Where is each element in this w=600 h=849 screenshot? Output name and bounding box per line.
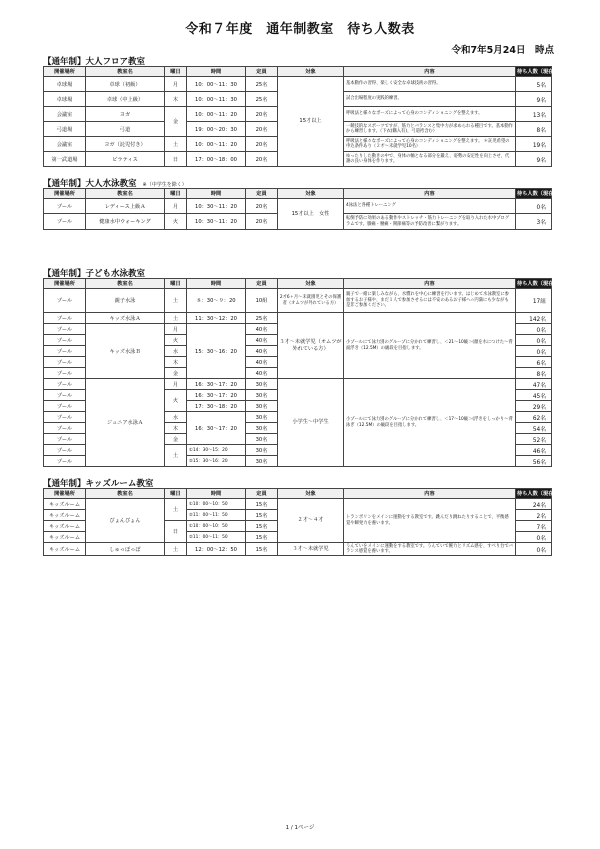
capacity-cell: 40名	[246, 357, 278, 368]
content-cell: ゆったりした動きの中で、身体の軸となる部分を鍛え、姿勢の安定性を向上させ、代謝の良い身体を作ります。	[344, 152, 516, 167]
venue-cell: プール	[44, 335, 86, 346]
day-cell: 水	[165, 412, 187, 423]
day-cell: 月	[165, 199, 187, 214]
venue-cell: キッズルーム	[44, 532, 86, 543]
header-capacity: 定員	[246, 189, 278, 199]
capacity-cell: 20名	[246, 107, 278, 122]
waitlist-cell: 3名	[516, 214, 552, 230]
content-cell: 小プールにて泳力別のグループに分かれて練習し、＜21～10級＞(顔を水につけた～背面浮き（12.5M）の級段を目指します。	[344, 313, 516, 379]
venue-cell: 会議室	[44, 107, 86, 122]
day-cell: 土	[165, 313, 187, 324]
time-cell: ②11：00～11：50	[187, 532, 246, 543]
content-cell: 基本動作の習得、楽しく安全な卓球技術の習得。	[344, 77, 516, 92]
header-class: 教室名	[86, 67, 165, 77]
header-capacity: 定員	[246, 489, 278, 499]
day-cell: 土	[165, 499, 187, 521]
class-cell: 健康水中ウォーキング	[86, 214, 165, 230]
time-cell: 16：30～17：20	[187, 379, 246, 390]
capacity-cell: 40名	[246, 368, 278, 379]
header-class: 教室名	[86, 189, 165, 199]
waitlist-cell: 13名	[516, 107, 552, 122]
waitlist-cell: 19名	[516, 137, 552, 152]
venue-cell: キッズルーム	[44, 510, 86, 521]
class-cell: キッズ水泳Ａ	[86, 313, 165, 324]
table-row	[44, 499, 552, 510]
header-time: 時間	[187, 489, 246, 499]
header-target: 対象	[278, 489, 344, 499]
capacity-cell: 15名	[246, 532, 278, 543]
header-time: 時間	[187, 279, 246, 289]
waitlist-cell: 47名	[516, 379, 552, 390]
venue-cell: キッズルーム	[44, 543, 86, 556]
day-cell: 日	[165, 521, 187, 543]
day-cell: 金	[165, 368, 187, 379]
header-venue: 開催場所	[44, 489, 86, 499]
venue-cell: プール	[44, 390, 86, 401]
day-cell: 月	[165, 324, 187, 335]
header-content: 内容	[344, 67, 516, 77]
waitlist-cell: 5名	[516, 77, 552, 92]
target-cell: ２才～４才	[278, 499, 344, 543]
day-cell: 土	[165, 289, 187, 313]
table-row	[44, 77, 552, 92]
page-number: 1 / 1ページ	[285, 825, 315, 831]
waitlist-cell: 54名	[516, 423, 552, 434]
day-cell: 土	[165, 543, 187, 556]
header-content: 内容	[344, 189, 516, 199]
section-title-text: 【通年制】大人水泳教室	[43, 179, 137, 189]
content-cell: 親子で一緒に楽しみながら、水慣れを中心に練習を行います。はじめて水泳教室に参加するお子様や、まだ１人で参加させるには不安のあるお子様へ☆円満にも少ながも是非ご参加ください。	[344, 289, 516, 313]
time-cell: ①14：30～15：20	[187, 445, 246, 456]
waitlist-cell: 0名	[516, 532, 552, 543]
capacity-cell: 15名	[246, 521, 278, 532]
venue-cell: プール	[44, 412, 86, 423]
class-cell: 弓道	[86, 122, 165, 137]
venue-cell: プール	[44, 324, 86, 335]
venue-cell: 第一武道場	[44, 152, 86, 167]
waitlist-cell: 45名	[516, 390, 552, 401]
day-cell: 月	[165, 379, 187, 390]
time-cell: 10：00～11：30	[187, 92, 246, 107]
capacity-cell: 40名	[246, 324, 278, 335]
target-cell: 15才以上 女性	[278, 199, 344, 230]
capacity-cell: 15名	[246, 543, 278, 556]
header-time: 時間	[187, 189, 246, 199]
capacity-cell: 25名	[246, 313, 278, 324]
venue-cell: キッズルーム	[44, 521, 86, 532]
time-cell: 10：00～11：30	[187, 77, 246, 92]
time-cell: ②15：30～16：20	[187, 456, 246, 467]
content-cell: 呼吸法と様々なポーズによって心身のコンディショニングを整えます。 ＊託児希望の申込条件あり（２才～未就学児10名）	[344, 137, 516, 152]
waitlist-cell: 0名	[516, 324, 552, 335]
time-cell: 12：00～12：50	[187, 543, 246, 556]
capacity-cell: 10組	[246, 289, 278, 313]
class-cell: ピラティス	[86, 152, 165, 167]
day-cell: 金	[165, 434, 187, 445]
target-cell: ３才～未就学児	[278, 543, 344, 556]
content-cell: 転倒予防に効果のある動作やストレッチ・筋力トレーニングを取り入れた水中プログラムです。膝痛・腰痛・関節痛等の予防改善に繋がります。	[344, 214, 516, 230]
capacity-cell: 25名	[246, 77, 278, 92]
table-header-row	[44, 279, 552, 289]
waitlist-cell: 46名	[516, 445, 552, 456]
class-cell: レディース上級Ａ	[86, 199, 165, 214]
waitlist-cell: 0名	[516, 543, 552, 556]
waitlist-cell: 9名	[516, 152, 552, 167]
section-title-adult-floor: 【通年制】大人フロア教室	[43, 57, 146, 67]
header-class: 教室名	[86, 279, 165, 289]
header-time: 時間	[187, 67, 246, 77]
waitlist-cell: 52名	[516, 434, 552, 445]
venue-cell: プール	[44, 199, 86, 214]
venue-cell: 卓球場	[44, 92, 86, 107]
header-capacity: 定員	[246, 67, 278, 77]
time-cell: 10：30～11：20	[187, 214, 246, 230]
content-cell: 一競技的なスポーツですが、筋力とバランスと集中力が求められる種目です。基本動作から練習します。（下衣(購入有)、弓道袴含む）	[344, 122, 516, 137]
capacity-cell: 30名	[246, 390, 278, 401]
capacity-cell: 25名	[246, 92, 278, 107]
day-cell: 火	[165, 390, 187, 412]
venue-cell: プール	[44, 313, 86, 324]
time-cell: 16：30～17：20	[187, 412, 246, 445]
time-cell: 10：00～11：20	[187, 137, 246, 152]
venue-cell: 弓道場	[44, 122, 86, 137]
header-waitlist: 待ち人数（現在）	[516, 279, 552, 289]
class-cell: ヨガ（託児付き）	[86, 137, 165, 152]
venue-cell: キッズルーム	[44, 499, 86, 510]
table-row	[44, 199, 552, 214]
content-cell: 4泳法と各種トレーニング	[344, 199, 516, 214]
capacity-cell: 30名	[246, 401, 278, 412]
venue-cell: プール	[44, 379, 86, 390]
venue-cell: プール	[44, 456, 86, 467]
capacity-cell: 20名	[246, 137, 278, 152]
table-row	[44, 379, 552, 390]
capacity-cell: 20名	[246, 152, 278, 167]
waitlist-cell: 8名	[516, 122, 552, 137]
time-cell: 17：30～18：20	[187, 401, 246, 412]
adult-swim-table	[43, 188, 559, 230]
day-cell: 日	[165, 152, 187, 167]
time-cell: ①10：00～10：50	[187, 499, 246, 510]
day-cell: 土	[165, 137, 187, 152]
capacity-cell: 20名	[246, 122, 278, 137]
day-cell: 月	[165, 77, 187, 92]
content-cell: 呼吸法と様々なポーズによって心身のコンディショニングを整えます。	[344, 107, 516, 122]
table-header-row	[44, 489, 552, 499]
content-cell: 小プールにて泳力別のグループに分かれて練習し、＜17～10級＞(浮きをしっかり～背泳ぎ（12.5M）の級段を目指します。	[344, 379, 516, 467]
header-capacity: 定員	[246, 279, 278, 289]
waitlist-cell: 56名	[516, 456, 552, 467]
venue-cell: プール	[44, 289, 86, 313]
waitlist-cell: 7名	[516, 521, 552, 532]
day-cell: 木	[165, 423, 187, 434]
time-cell: ②11：00～11：50	[187, 510, 246, 521]
class-cell: 親子水泳	[86, 289, 165, 313]
time-cell: 15：30～16：20	[187, 324, 246, 379]
header-venue: 開催場所	[44, 279, 86, 289]
header-day: 曜日	[165, 489, 187, 499]
capacity-cell: 20名	[246, 214, 278, 230]
day-cell: 金	[165, 107, 187, 137]
time-cell: 10：30～11：20	[187, 199, 246, 214]
venue-cell: プール	[44, 368, 86, 379]
venue-cell: プール	[44, 423, 86, 434]
table-header-row	[44, 189, 552, 199]
waitlist-cell: 0名	[516, 199, 552, 214]
waitlist-cell: 62名	[516, 412, 552, 423]
header-waitlist: 待ち人数（現在）	[516, 189, 552, 199]
class-cell: ジュニア水泳Ａ	[86, 379, 165, 467]
header-target: 対象	[278, 189, 344, 199]
section-title-kids-room: 【通年制】キッズルーム教室	[43, 479, 154, 489]
venue-cell: プール	[44, 401, 86, 412]
waitlist-cell: 24名	[516, 499, 552, 510]
waitlist-cell: 142名	[516, 313, 552, 324]
adult-floor-table	[43, 66, 559, 167]
capacity-cell: 30名	[246, 456, 278, 467]
waitlist-cell: 0名	[516, 335, 552, 346]
section-note: ※（中学生を除く）	[142, 182, 187, 188]
header-waitlist: 待ち人数（現在）	[516, 489, 552, 499]
day-cell: 火	[165, 214, 187, 230]
header-class: 教室名	[86, 489, 165, 499]
table-row	[44, 543, 552, 556]
content-cell: トランポリンをメインに運動をする教室です。跳んだり跳ねたりすることで、平衡感覚や瞬発力を養います。	[344, 499, 516, 543]
class-cell: ヨガ	[86, 107, 165, 122]
day-cell: 水	[165, 346, 187, 357]
header-target: 対象	[278, 67, 344, 77]
table-header-row	[44, 67, 552, 77]
capacity-cell: 15名	[246, 499, 278, 510]
capacity-cell: 40名	[246, 346, 278, 357]
header-content: 内容	[344, 279, 516, 289]
table-row	[44, 289, 552, 313]
waitlist-cell: 29名	[516, 401, 552, 412]
waitlist-cell: 0名	[516, 346, 552, 357]
capacity-cell: 20名	[246, 199, 278, 214]
time-cell: 17：00～18：00	[187, 152, 246, 167]
kids-room-table	[43, 488, 559, 556]
header-day: 曜日	[165, 67, 187, 77]
target-cell: 15才以上	[278, 77, 344, 167]
class-cell: しゅっぽっぽ	[86, 543, 165, 556]
venue-cell: プール	[44, 434, 86, 445]
capacity-cell: 15名	[246, 510, 278, 521]
header-target: 対象	[278, 279, 344, 289]
capacity-cell: 30名	[246, 379, 278, 390]
capacity-cell: 40名	[246, 335, 278, 346]
day-cell: 土	[165, 445, 187, 467]
content-cell: うんていをメインに運動をする教室です。うんていで腕力とリズム感を、すべり台でバランス感覚を養います。	[344, 543, 516, 556]
time-cell: 10：00～11：20	[187, 107, 246, 122]
as-of-date: 令和7年5月24日 時点	[451, 45, 554, 56]
target-cell: 小学生～中学生	[278, 379, 344, 467]
class-cell: 卓球（中上級）	[86, 92, 165, 107]
day-cell: 火	[165, 335, 187, 346]
header-venue: 開催場所	[44, 189, 86, 199]
header-day: 曜日	[165, 189, 187, 199]
waitlist-cell: 17組	[516, 289, 552, 313]
page-title: 令和７年度 通年制教室 待ち人数表	[185, 22, 415, 37]
capacity-cell: 30名	[246, 434, 278, 445]
capacity-cell: 30名	[246, 445, 278, 456]
waitlist-cell: 2名	[516, 510, 552, 521]
time-cell: ８：30～９：20	[187, 289, 246, 313]
venue-cell: プール	[44, 357, 86, 368]
venue-cell: プール	[44, 445, 86, 456]
header-content: 内容	[344, 489, 516, 499]
day-cell: 木	[165, 92, 187, 107]
target-cell: 2才6ヶ月～未就園児とその保護者（オムツが外れている方）	[278, 289, 344, 313]
target-cell: ３才～未就学児（オムツが外れている方）	[278, 313, 344, 379]
class-cell: 卓球（初級）	[86, 77, 165, 92]
venue-cell: 会議室	[44, 137, 86, 152]
time-cell: ①10：00～10：50	[187, 521, 246, 532]
table-row	[44, 313, 552, 324]
section-title-kids-swim: 【通年制】子ども水泳教室	[43, 269, 146, 279]
class-cell: ぴょんぴょん	[86, 499, 165, 543]
class-cell: キッズ水泳Ｂ	[86, 324, 165, 379]
header-venue: 開催場所	[44, 67, 86, 77]
time-cell: 19：00～20：30	[187, 122, 246, 137]
content-cell: 試合出場程度の実践的練習。	[344, 92, 516, 107]
day-cell: 木	[165, 357, 187, 368]
header-waitlist: 待ち人数（現在）	[516, 67, 552, 77]
header-day: 曜日	[165, 279, 187, 289]
waitlist-cell: 6名	[516, 357, 552, 368]
capacity-cell: 30名	[246, 412, 278, 423]
venue-cell: 卓球場	[44, 77, 86, 92]
kids-swim-table	[43, 278, 559, 467]
waitlist-cell: 9名	[516, 92, 552, 107]
time-cell: 16：30～17：20	[187, 390, 246, 401]
waitlist-cell: 8名	[516, 368, 552, 379]
venue-cell: プール	[44, 346, 86, 357]
time-cell: 11：30～12：20	[187, 313, 246, 324]
venue-cell: プール	[44, 214, 86, 230]
capacity-cell: 30名	[246, 423, 278, 434]
